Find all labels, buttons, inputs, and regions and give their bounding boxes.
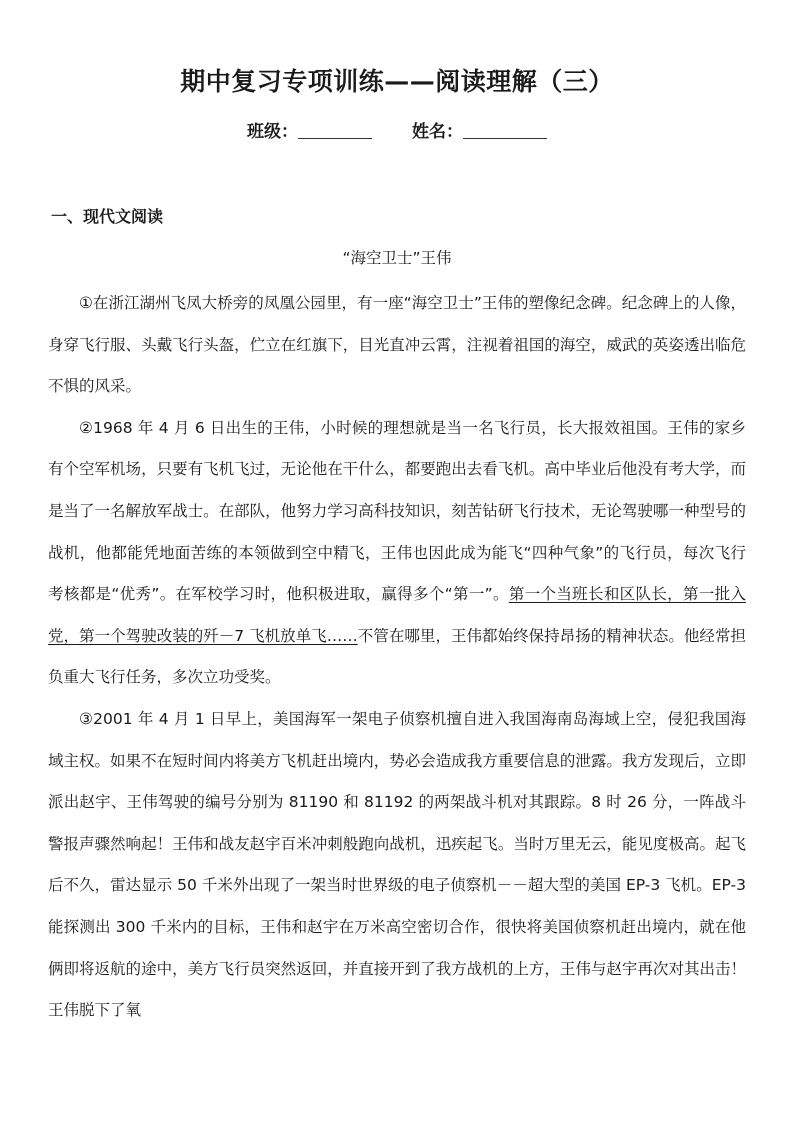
name-blank[interactable] (463, 118, 547, 139)
paragraph-1-text: ①在浙江湖州飞凤大桥旁的凤凰公园里，有一座“海空卫士”王伟的塑像纪念碑。纪念碑上的人像，身穿飞行服、头戴飞行头盔，伫立在红旗下，目光直冲云霄，注视着祖国的海空，威武的英姿透出临危不惧的风采。 (48, 294, 746, 396)
article-body (48, 283, 746, 1032)
student-info-line (0, 117, 794, 147)
article-title: “海空卫士”王伟 (342, 249, 452, 267)
section-heading: 一、现代文阅读 (51, 207, 164, 226)
paragraph-3-text: ③2001 年 4 月 1 日早上，美国海军一架电子侦察机擅自进入我国海南岛海域上空，侵犯我国海域主权。如果不在短时间内将美方飞机赶出境内，势必会造成我方重要信息的泄露。我方发现后，立即派出赵宇、王伟驾驶的编号分别为 81190 和 81192 的两架战斗机对其跟踪。8 时 26 分，一阵战斗警报声骤然响起！王伟和战友赵宇百米冲刺般跑向战机，迅疾起飞。当时万里无云，能见度极高。起飞后不久，雷达显示 50 千米外出现了一架当时世界级的电子侦察机－－超大型的美国 EP-3 飞机。EP-3 能探测出 300 千米内的目标，王伟和赵宇在万米高空密切合作，很快将美国侦察机赶出境内，就在他俩即将返航的途中，美方飞行员突然返回，并直接开到了我方战机的上方，王伟与赵宇再次对其出击！王伟脱下了氧 (48, 709, 746, 1020)
class-blank[interactable] (298, 118, 372, 139)
paragraph-2-underlined-text: 第一个当班长和区队长，第一批入党，第一个驾驶改装的歼－7 飞机放单飞…… (48, 585, 746, 645)
paragraph-3 (48, 699, 746, 1032)
class-label: 班级： (247, 122, 299, 142)
paragraph-2-tail: 不管在哪里，王伟都始终保持昂扬的精神状态。他经常担负重大飞行任务，多次立功受奖。 (48, 626, 746, 687)
document-title: 期中复习专项训练——阅读理解（三） (180, 67, 614, 96)
paragraph-2 (48, 408, 746, 699)
paragraph-1 (48, 283, 746, 408)
paragraph-2-text: ②1968 年 4 月 6 日出生的王伟，小时候的理想就是当一名飞行员，长大报效祖国。王伟的家乡有个空军机场，只要有飞机飞过，无论他在干什么，都要跑出去看飞机。高中毕业后他没有考大学，而是当了一名解放军战士。在部队，他努力学习高科技知识，刻苦钻研飞行技术，无论驾驶哪一种型号的战机，他都能凭地面苦练的本领做到空中精飞，王伟也因此成为能飞“四种气象”的飞行员，每次飞行考核都是“优秀”。在军校学习时，他积极进取，赢得多个“第一”。 (48, 418, 746, 604)
name-label: 姓名： (411, 122, 463, 142)
